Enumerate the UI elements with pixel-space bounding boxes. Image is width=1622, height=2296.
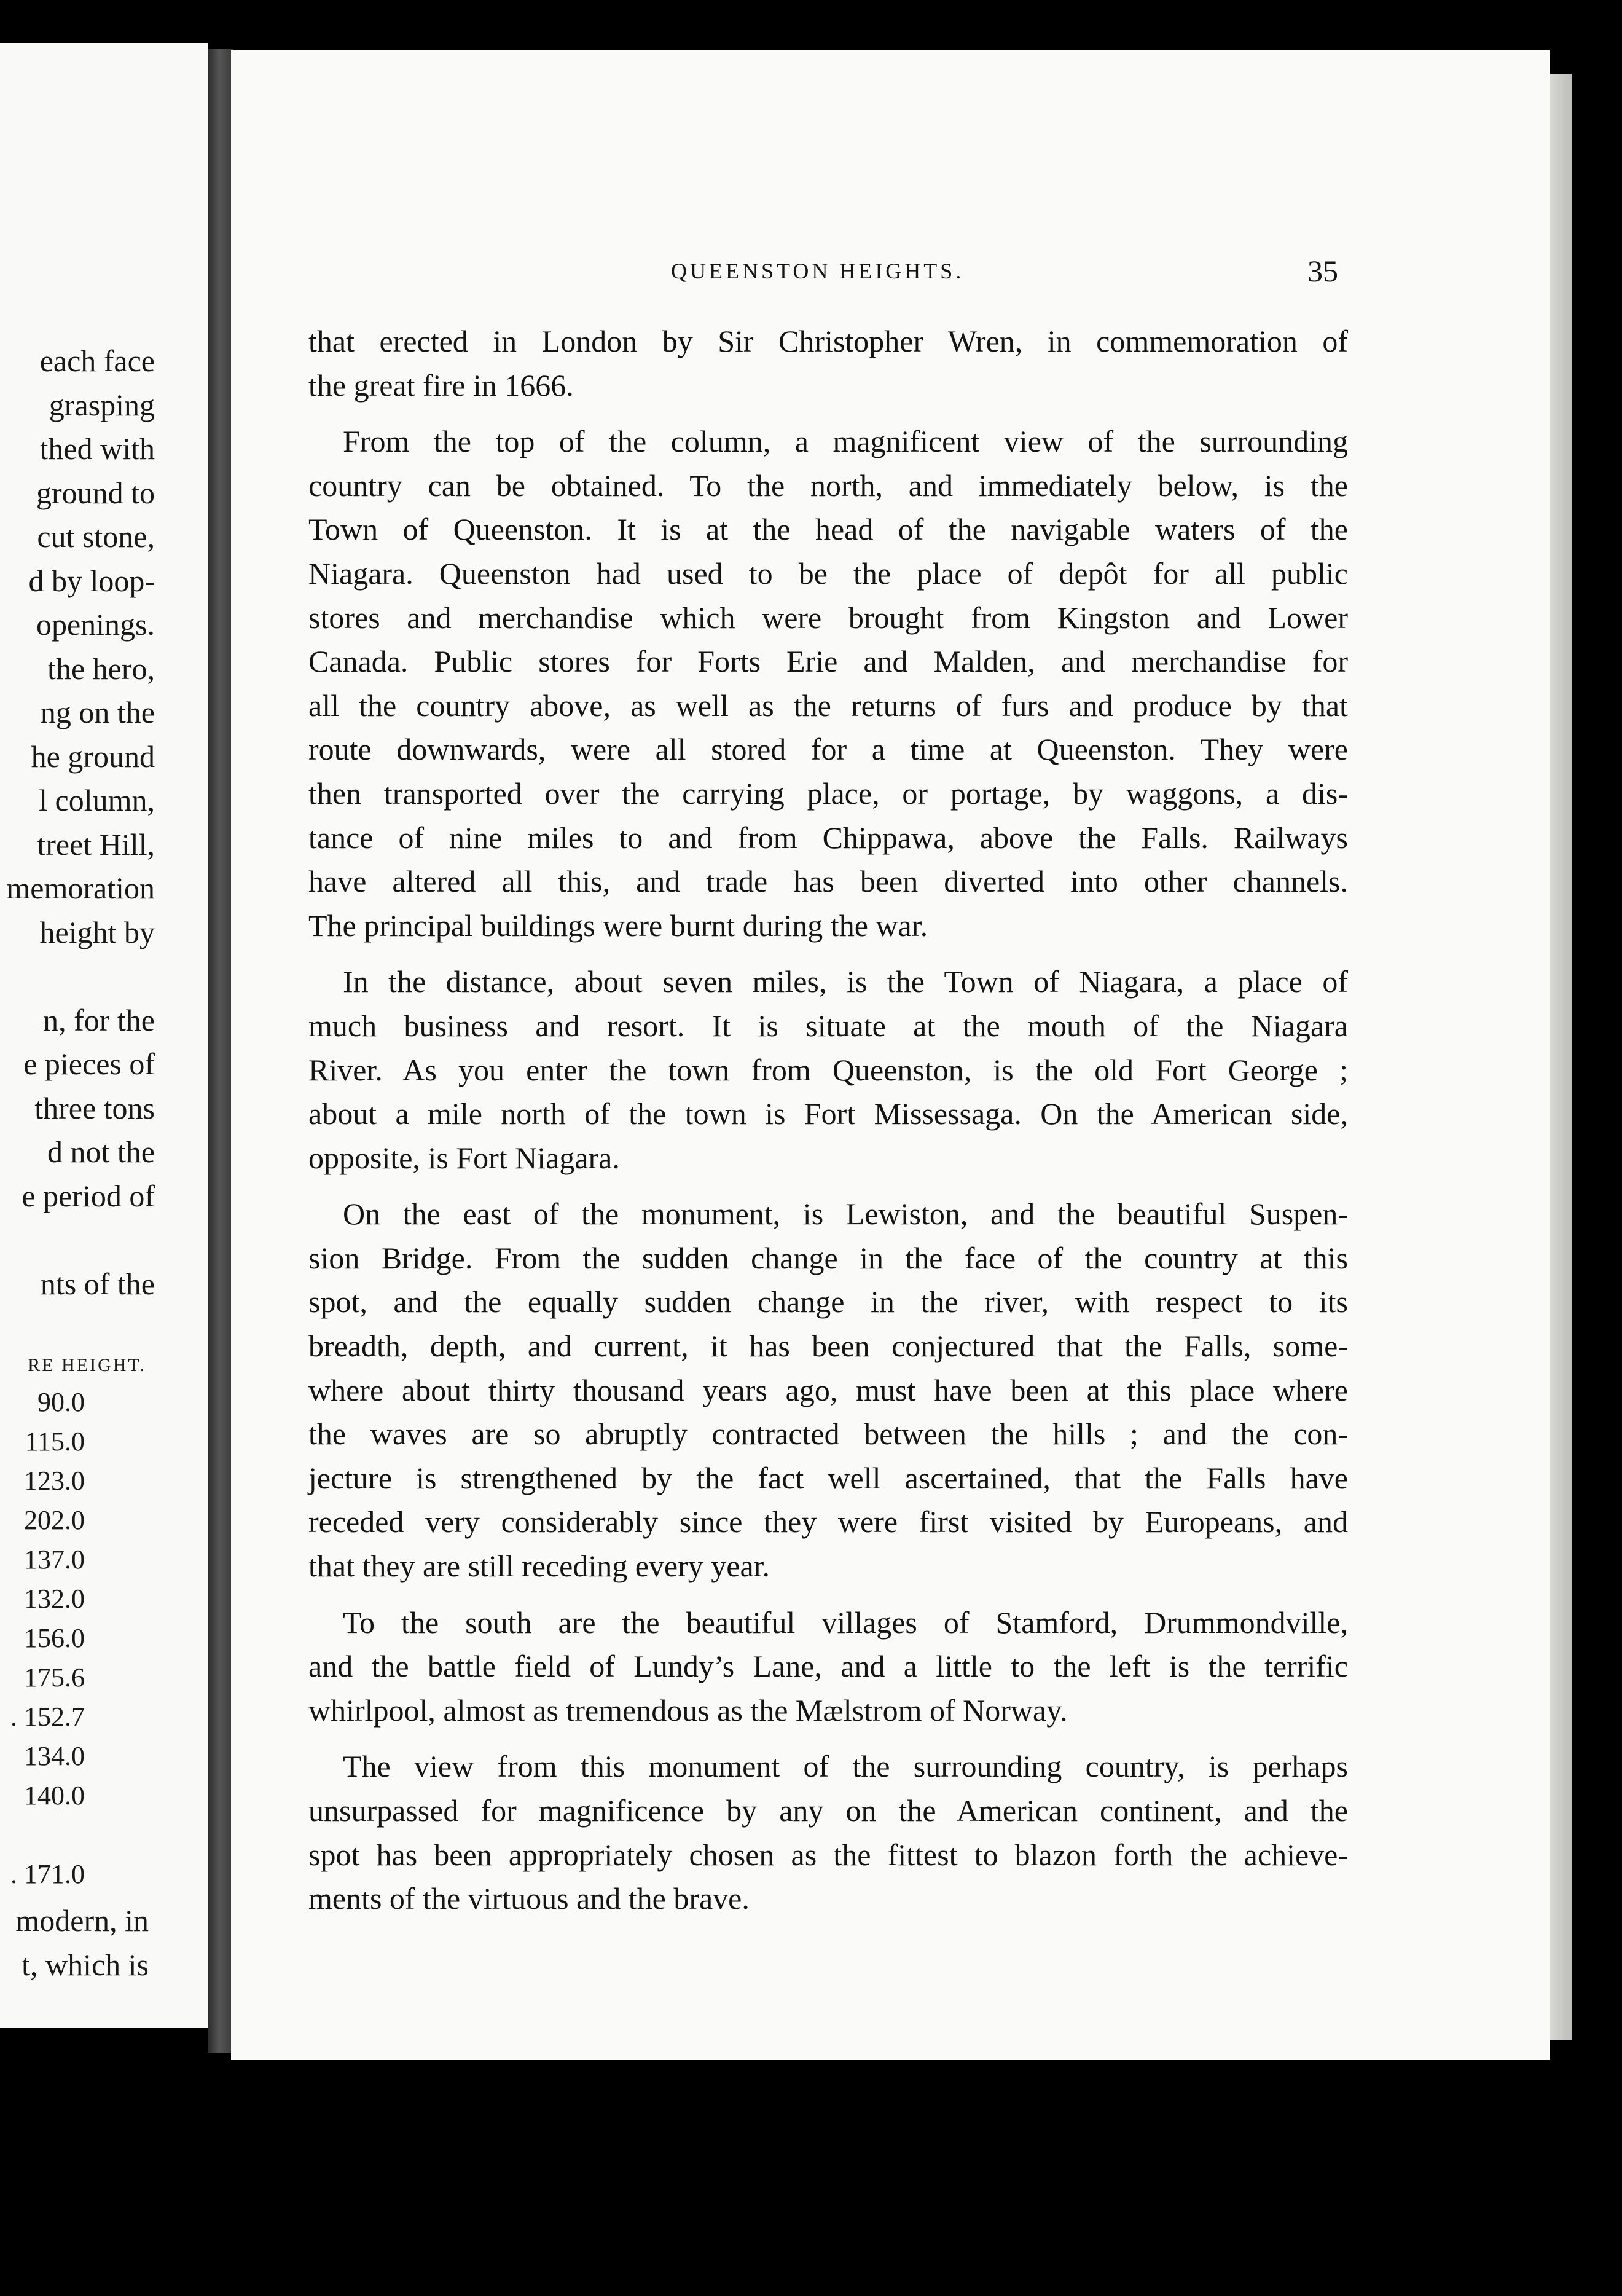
text-line: Town of Queenston. It is at the head of the navigable waters of the: [308, 512, 1348, 547]
left-page-line: e pieces of: [23, 1047, 155, 1081]
book-gutter: [208, 49, 233, 2053]
text-line: where about thirty thousand years ago, must have been at this place where: [308, 1372, 1348, 1407]
text-line: breadth, depth, and current, it has been conjectured that the Falls, some-: [308, 1329, 1348, 1364]
paragraph: [308, 1601, 1348, 1733]
left-page-table-value: . 152.7: [10, 1702, 85, 1732]
text-line: have altered all this, and trade has been diverted into other channels.: [308, 864, 1348, 899]
paragraph: [308, 320, 1348, 407]
paragraph: [308, 960, 1348, 1180]
text-line: To the south are the beautiful villages of Stamford, Drummondville,: [343, 1605, 1348, 1640]
left-page-table-value: 156.0: [24, 1623, 85, 1653]
left-page-line: he ground: [31, 739, 155, 774]
left-page-table-value: 134.0: [24, 1741, 85, 1771]
text-line: Niagara. Queenston had used to be the place of depôt for all public: [308, 556, 1348, 591]
page-edge: [1550, 74, 1572, 2040]
left-page-line: each face: [39, 344, 155, 378]
left-page-table-value: 90.0: [37, 1387, 85, 1417]
text-line: In the distance, about seven miles, is the Town of Niagara, a place of: [343, 964, 1348, 999]
text-line: the waves are so abruptly contracted between the hills ; and the con-: [308, 1417, 1348, 1452]
left-page-line: the hero,: [47, 651, 155, 686]
previous-page-fragment: [0, 43, 208, 2028]
left-page-table-value: 123.0: [24, 1466, 85, 1496]
text-line: unsurpassed for magnificence by any on the American continent, and the: [308, 1793, 1348, 1828]
text-line: whirlpool, almost as tremendous as the Mælstrom of Norway.: [308, 1693, 1068, 1728]
page-number: 35: [1307, 254, 1338, 288]
text-line: about a mile north of the town is Fort Missessaga. On the American side,: [308, 1096, 1348, 1131]
text-line: receded very considerably since they were first visited by Europeans, and: [308, 1504, 1348, 1539]
text-line: stores and merchandise which were brought from Kingston and Lower: [308, 600, 1348, 635]
left-page-line: n, for the: [43, 1003, 155, 1037]
text-line: route downwards, were all stored for a time at Queenston. They were: [308, 732, 1348, 767]
paragraph: [308, 420, 1348, 948]
text-line: opposite, is Fort Niagara.: [308, 1140, 620, 1175]
left-page-line: openings.: [36, 607, 155, 642]
left-page-line: cut stone,: [37, 519, 155, 554]
running-title: QUEENSTON HEIGHTS.: [671, 259, 965, 283]
text-line: From the top of the column, a magnificent view of the surrounding: [343, 424, 1348, 459]
text-line: tance of nine miles to and from Chippawa, above the Falls. Railways: [308, 820, 1348, 855]
text-line: that they are still receding every year.: [308, 1549, 770, 1584]
left-page-table-value: 175.6: [24, 1662, 85, 1693]
left-page-line: height by: [39, 915, 155, 949]
left-page-line: nts of the: [40, 1267, 155, 1301]
left-page-line: e period of: [22, 1179, 155, 1213]
text-line: The view from this monument of the surrounding country, is perhaps: [343, 1749, 1348, 1784]
left-page-line: thed with: [39, 431, 155, 466]
left-page-line: ground to: [36, 476, 155, 510]
text-line: ments of the virtuous and the brave.: [308, 1881, 750, 1916]
text-line: much business and resort. It is situate at the mouth of the Niagara: [308, 1008, 1348, 1043]
text-line: spot, and the equally sudden change in the river, with respect to its: [308, 1284, 1348, 1319]
text-line: On the east of the monument, is Lewiston, and the beautiful Suspen-: [343, 1197, 1348, 1232]
text-line: the great fire in 1666.: [308, 368, 574, 403]
left-page-line: grasping: [49, 388, 155, 422]
text-line: country can be obtained. To the north, and immediately below, is the: [308, 468, 1348, 503]
left-page-column-header: RE HEIGHT.: [28, 1355, 146, 1375]
text-line: River. As you enter the town from Queenston, is the old Fort George ;: [308, 1052, 1348, 1087]
text-line: then transported over the carrying place, or portage, by waggons, a dis-: [308, 776, 1348, 811]
text-line: Canada. Public stores for Forts Erie and Malden, and merchandise for: [308, 644, 1348, 679]
left-page-table-value: . 171.0: [10, 1859, 85, 1889]
left-page-line: treet Hill,: [37, 827, 155, 862]
left-page-table-value: 202.0: [24, 1505, 85, 1535]
left-page-line: l column,: [39, 783, 155, 817]
paragraph: [308, 1745, 1348, 1921]
paragraph: [308, 1192, 1348, 1588]
left-page-table-value: 140.0: [24, 1780, 85, 1810]
left-page-line: t, which is: [22, 1948, 149, 1982]
text-line: sion Bridge. From the sudden change in the face of the country at this: [308, 1240, 1348, 1275]
left-page-line: d not the: [47, 1134, 155, 1169]
left-page-line: d by loop-: [28, 564, 155, 598]
text-line: spot has been appropriately chosen as the fittest to blazon forth the achieve-: [308, 1837, 1348, 1872]
text-line: jecture is strengthened by the fact well ascertained, that the Falls have: [308, 1460, 1348, 1495]
left-page-line: memoration: [6, 871, 155, 905]
left-page-table-value: 132.0: [24, 1584, 85, 1614]
text-line: all the country above, as well as the returns of furs and produce by that: [308, 688, 1348, 723]
left-page-table-value: 137.0: [24, 1544, 85, 1575]
left-page-table-value: 115.0: [25, 1426, 85, 1457]
text-line: and the battle field of Lundy’s Lane, and a little to the left is the terrific: [308, 1649, 1348, 1684]
page-body: [308, 320, 1348, 1933]
text-line: The principal buildings were burnt during the war.: [308, 908, 928, 943]
left-page-line: three tons: [34, 1091, 155, 1125]
left-page-line: modern, in: [15, 1903, 149, 1938]
text-line: that erected in London by Sir Christopher Wren, in commemoration of: [308, 324, 1348, 358]
left-page-line: ng on the: [40, 695, 155, 729]
